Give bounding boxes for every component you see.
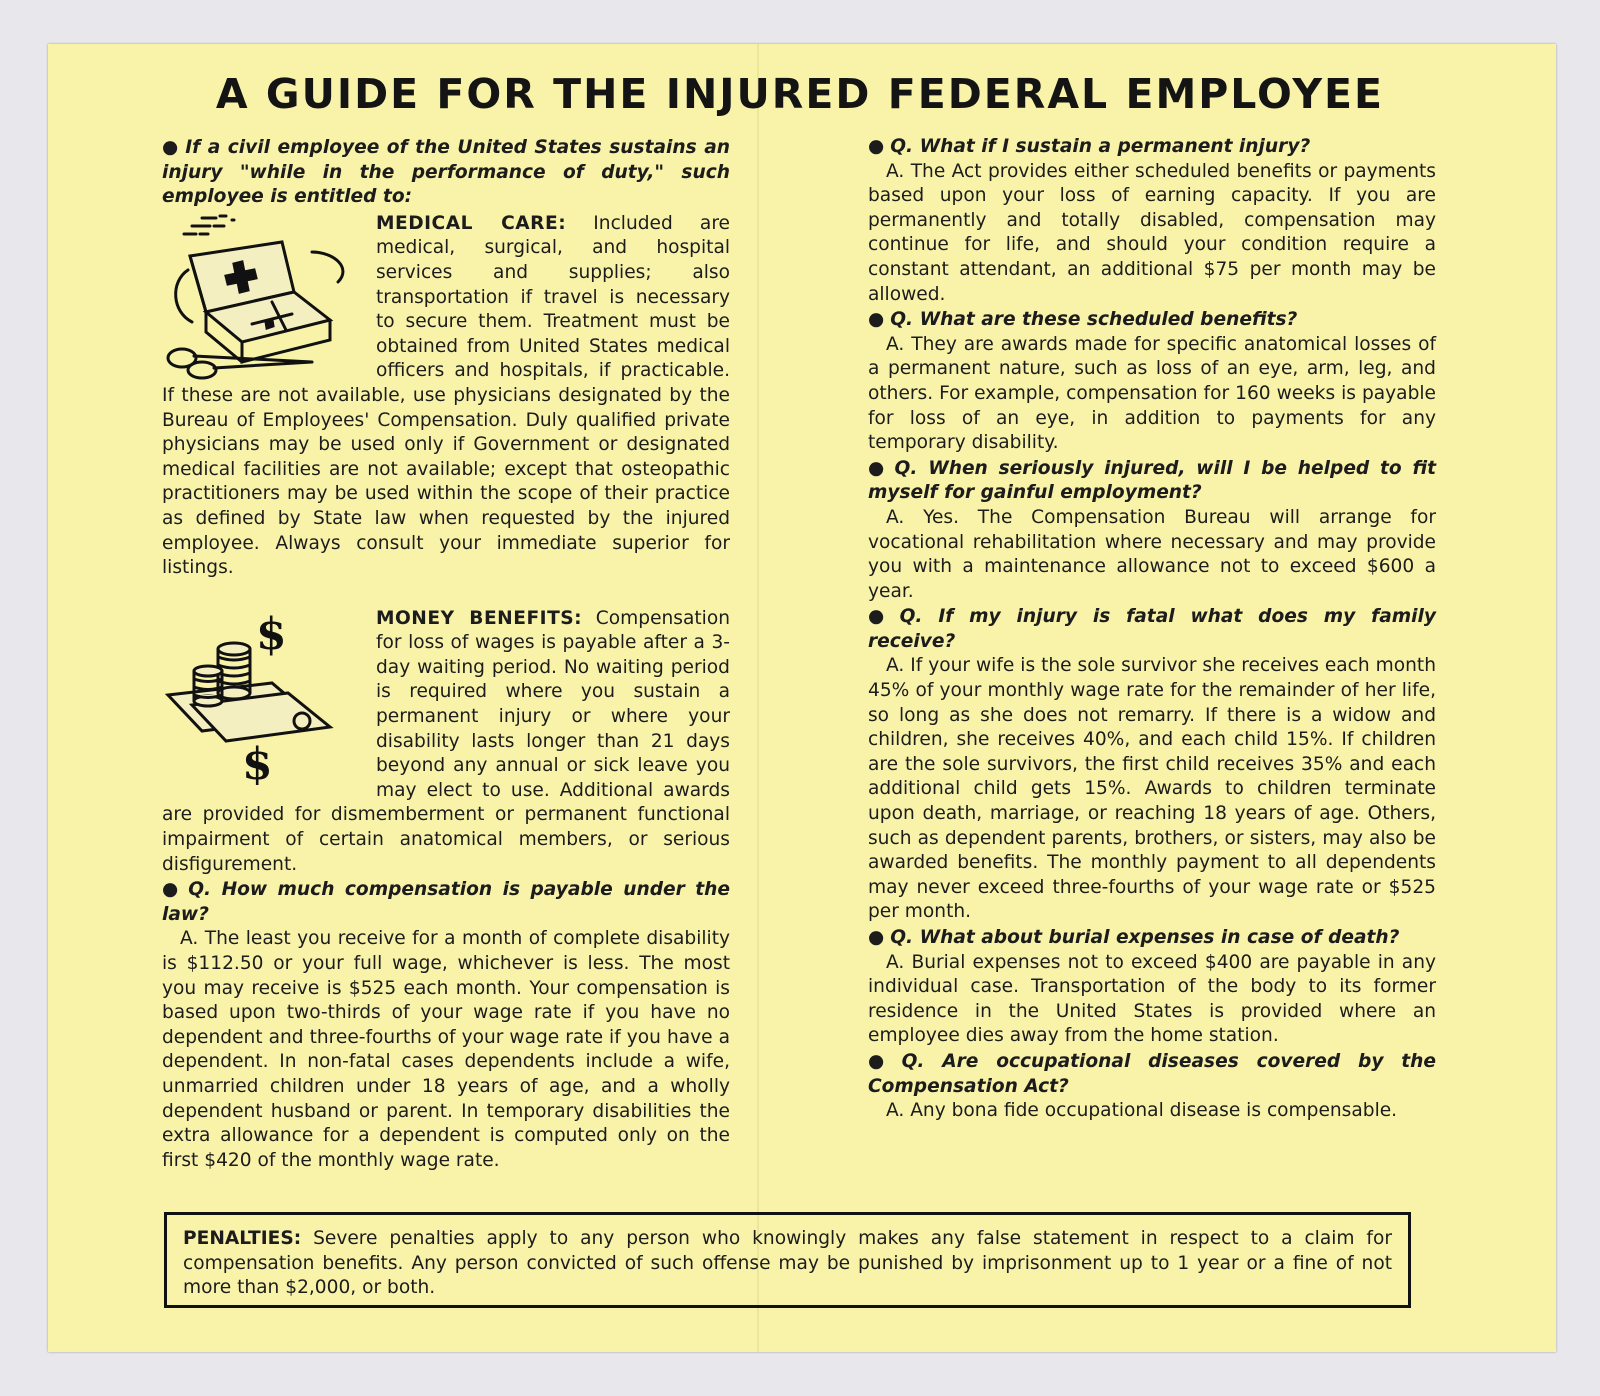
- answer-rehabilitation: A. Yes. The Compensation Bureau will arrange for vocational rehabilitation where necessary and may provide you with a maintenance allowance not to exceed $600 a year.: [868, 506, 1436, 602]
- right-column: [868, 134, 1436, 1124]
- bullet-icon: ●: [868, 457, 889, 479]
- dollar-sign-bottom: $: [242, 738, 273, 785]
- answer-occupational-diseases: A. Any bona fide occupational disease is compensable.: [886, 1100, 1398, 1122]
- question-text: Q. What if I sustain a permanent injury?: [890, 136, 1311, 157]
- answer-burial-expenses: A. Burial expenses not to exceed $400 are payable in any individual case. Transportation of the body to its former residence in the United States is provided where an employee dies away from the home station.: [868, 951, 1436, 1047]
- intro-paragraph: [162, 136, 730, 210]
- bullet-icon: ●: [868, 927, 885, 948]
- answer-fatal-injury: A. If your wife is the sole survivor she receives each month 45% of your monthly wage rate for the remainder of her life, so long as she does not remarry. If there is a widow and children, she receives 40%, and each child 15%. If children are the sole survivors, the first child receives 35% and each additional child gets 15%. Awards to children terminate upon death, marriage, or reaching 18 years of age. Others, such as dependent parents, brothers, or sisters, may also be awarded benefits. The monthly payment to all dependents may never exceed three-fourths of your wage rate or $525 per month.: [868, 655, 1436, 923]
- penalties-label: PENALTIES:: [183, 1228, 302, 1249]
- bullet-icon: ●: [868, 136, 885, 157]
- question-burial-expenses: [868, 926, 1436, 951]
- dollar-sign-top: $: [256, 608, 287, 660]
- answer-permanent-injury: A. The Act provides either scheduled benefits or payments based upon your loss of earning capacity. If you are permanently and totally disabled, compensation may continue for life, and should your condition require a constant attendant, an additional $75 per month may be allowed.: [868, 160, 1436, 305]
- question-text: Q. How much compensation is payable under the law?: [162, 879, 730, 925]
- question-text: Q. What are these scheduled benefits?: [890, 309, 1298, 331]
- bullet-icon: ●: [868, 309, 885, 331]
- bullet-icon: ●: [868, 606, 894, 628]
- question-scheduled-benefits: [868, 308, 1436, 333]
- page-title: A GUIDE FOR THE INJURED FEDERAL EMPLOYEE: [215, 70, 1385, 118]
- bullet-icon: ●: [868, 1050, 896, 1072]
- question-text: Q. Are occupational diseases covered by the Compensation Act?: [868, 1050, 1436, 1097]
- question-text: Q. If my injury is fatal what does my family receive?: [868, 606, 1436, 652]
- question-text: Q. When seriously injured, will I be helped to fit myself for gainful employment?: [868, 457, 1436, 504]
- medical-care-label: MEDICAL CARE:: [376, 212, 567, 234]
- medical-care-section: [162, 212, 730, 581]
- question-fatal-injury: [868, 605, 1436, 654]
- money-benefits-section: [162, 607, 730, 878]
- bullet-icon: ●: [162, 137, 180, 158]
- question-occupational-diseases: [868, 1050, 1436, 1099]
- money-benefits-label: MONEY BENEFITS:: [376, 607, 583, 629]
- bullet-icon: ●: [162, 879, 183, 901]
- answer-compensation: A. The least you receive for a month of complete disability is $112.50 or your full wage, whichever is less. The most you may receive is $525 each month. Your compensation is based upon two-thirds of your wage rate if you have no dependent and three-fourths of your wage rate if you have a dependent. In non-fatal cases dependents include a wife, unmarried children under 18 years of age, and a wholly dependent husband or parent. In temporary disabilities the extra allowance for a dependent is computed only on the first $420 of the monthly wage rate.: [162, 928, 730, 1171]
- question-text: Q. What about burial expenses in case of death?: [890, 927, 1400, 948]
- medical-care-text: Included are medical, surgical, and hospital services and supplies; also transportation if travel is necessary to secure them. Treatment must be obtained from United States medical officers and hospitals, if practicable. If these are not available, use physicians designated by the Bureau of Employees' Compensation. Duly qualified private physicians may be used only if Government or designated medical facilities are not available; except that osteopathic practitioners may be used within the scope of their practice as defined by State law when requested by the injured employee. Always consult your immediate superior for listings.: [162, 212, 730, 579]
- first-aid-kit-icon: [162, 212, 366, 384]
- left-column: [162, 136, 730, 1173]
- answer-scheduled-benefits: A. They are awards made for specific anatomical losses of a permanent nature, such as loss of an eye, arm, leg, and others. For example, compensation for 160 weeks is payable for loss of an eye, in addition to payments for any temporary disability.: [868, 333, 1436, 454]
- penalties-box: [164, 1212, 1411, 1308]
- question-rehabilitation: [868, 457, 1436, 506]
- question-compensation: [162, 878, 730, 927]
- coins-and-dollars-icon: [162, 609, 366, 785]
- penalties-text: Severe penalties apply to any person who knowingly makes any false statement in respect to a claim for compensation benefits. Any person convicted of such offense may be punished by imprisonment up to 1 year or a fine of not more than $2,000, or both.: [183, 1228, 1392, 1299]
- center-fold: [757, 44, 759, 1352]
- money-benefits-text: Compensation for loss of wages is payable after a 3-day waiting period. No waiting period is required where you sustain a permanent injury or where your disability lasts longer than 21 days beyond any annual or sick leave you may elect to use. Additional awards are provided for dismemberment or permanent functional impairment of certain anatomical members, or serious disfigurement.: [162, 607, 730, 875]
- intro-text: If a civil employee of the United States sustains an injury "while in the performance of duty," such employee is entitled to:: [162, 137, 730, 208]
- question-permanent-injury: [868, 135, 1436, 160]
